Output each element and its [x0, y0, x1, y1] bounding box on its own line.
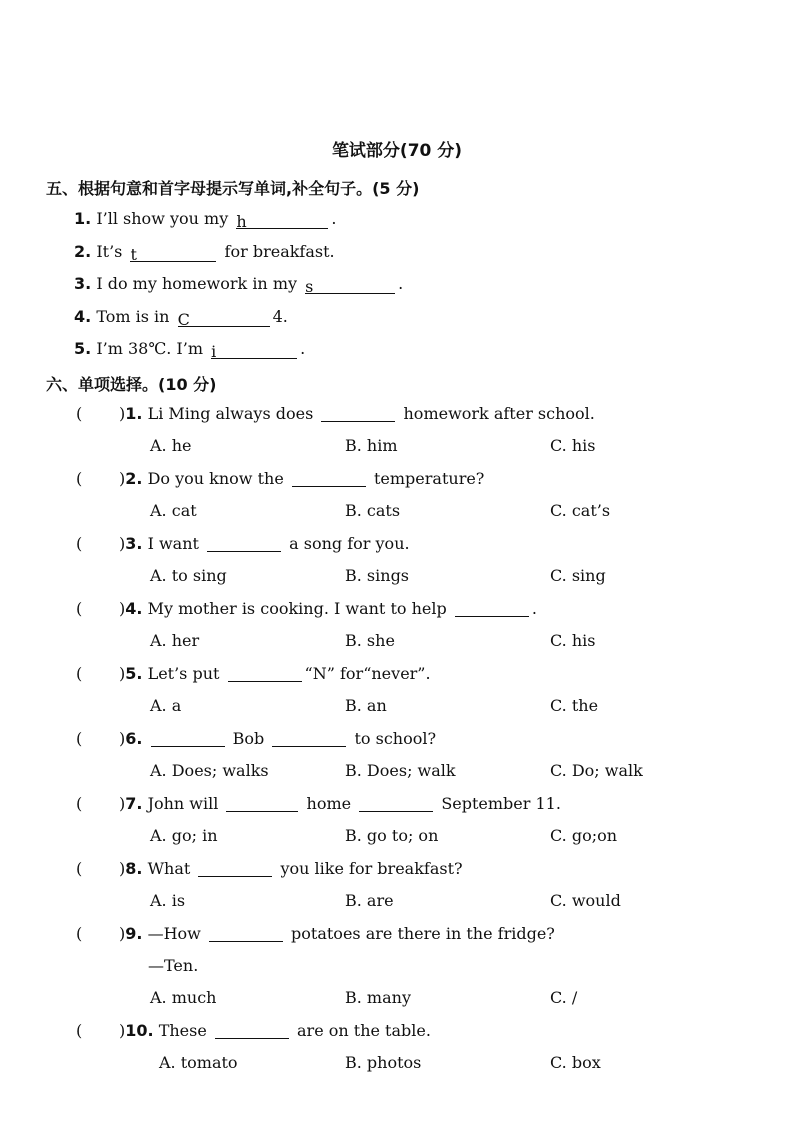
item-text: Tom is in — [96, 307, 170, 326]
item-number: 4. — [74, 307, 92, 326]
answer-blank — [226, 795, 298, 812]
question-text: These — [158, 1021, 207, 1040]
answer-blank[interactable]: t — [130, 245, 216, 262]
answer-blank — [207, 535, 281, 552]
answer-blank[interactable]: C — [178, 310, 270, 327]
answer-paren-open[interactable]: ( — [76, 1021, 83, 1040]
option-c: C. sing — [550, 566, 606, 585]
option-b: B. go to; on — [345, 826, 439, 845]
answer-blank — [455, 600, 529, 617]
question-number: 6. — [125, 729, 143, 748]
answer-blank — [151, 730, 225, 747]
answer-blank — [359, 795, 433, 812]
option-c: C. go;on — [550, 826, 618, 845]
answer-paren-open[interactable]: ( — [76, 664, 83, 683]
item-text: I’ll show you my — [96, 209, 229, 228]
fill-item-5: 5. I’m 38℃. I’m i . — [74, 339, 306, 361]
question-text: Bob — [232, 729, 265, 748]
dialogue-reply: —Ten. — [148, 956, 199, 975]
question-text: Let’s put — [147, 664, 220, 683]
option-b: B. are — [345, 891, 394, 910]
question-number: 7. — [125, 794, 143, 813]
answer-paren-open[interactable]: ( — [76, 729, 83, 748]
answer-paren-open[interactable]: ( — [76, 599, 83, 618]
worksheet-page: 笔试部分(70 分) 五、根据句意和首字母提示写单词,补全句子。(5 分) 1. I’ll show you my h . 2. It’s t for breakfast. 3. I do my homework in my s . 4. Tom is in C 4. 5. I’m 38℃. I’m i . 六、单项选择。(10 分) ( )1. Li Ming always does homework after school. A. he B. him C. his ( )2. Do you know the temperature? A. cat B. cats C. cat’s ( )3. I want a song for you. A. to sing B. sings C. sing ( )4. My mother is cooking. I want to help . A. her B. she C. his ( )5. Let’s put “N” for“never”. A. a B. an C. the ( )6. Bob to school? A. Does; walks B. Does; walk C. Do; walk ( )7. John will home September 11. A. go; in B. go to; on C. go;on ( )8. What you like for breakfast? A. is B. are C. would ( )9. —How potatoes are there in the fridge? —Ten. A. much B. many C. / ( )10. These are on the table. A. tomato B. photos C. box — [0, 0, 794, 1123]
option-c: C. his — [550, 436, 596, 455]
option-b: B. him — [345, 436, 398, 455]
answer-blank — [209, 925, 283, 942]
answer-blank[interactable]: h — [236, 212, 328, 229]
item-text: I’m 38℃. I’m — [96, 339, 203, 358]
fill-item-3: 3. I do my homework in my s . — [74, 274, 404, 296]
option-a: A. tomato — [159, 1053, 238, 1072]
question-number: 1. — [125, 404, 143, 423]
question-text: I want — [147, 534, 199, 553]
option-c: C. the — [550, 696, 599, 715]
answer-paren-open[interactable]: ( — [76, 469, 83, 488]
answer-paren-open[interactable]: ( — [76, 859, 83, 878]
item-number: 5. — [74, 339, 92, 358]
answer-paren-open[interactable]: ( — [76, 404, 83, 423]
option-b: B. an — [345, 696, 387, 715]
question-text: Li Ming always does — [147, 404, 314, 423]
option-b: B. she — [345, 631, 395, 650]
answer-paren-open[interactable]: ( — [76, 924, 83, 943]
question-text: What — [147, 859, 191, 878]
option-a: A. a — [150, 696, 182, 715]
answer-paren-open[interactable]: ( — [76, 534, 83, 553]
option-c: C. would — [550, 891, 621, 910]
answer-blank[interactable]: s — [305, 277, 395, 294]
option-b: B. Does; walk — [345, 761, 456, 780]
fill-item-2: 2. It’s t for breakfast. — [74, 242, 335, 264]
answer-blank — [272, 730, 346, 747]
option-a: A. is — [150, 891, 186, 910]
answer-blank — [292, 470, 366, 487]
option-b: B. photos — [345, 1053, 422, 1072]
question-text: John will — [147, 794, 219, 813]
item-text: It’s — [96, 242, 123, 261]
fill-item-1: 1. I’ll show you my h . — [74, 209, 337, 231]
item-number: 3. — [74, 274, 92, 293]
question-number: 5. — [125, 664, 143, 683]
option-a: A. he — [150, 436, 192, 455]
option-a: A. her — [150, 631, 200, 650]
option-a: A. to sing — [150, 566, 227, 585]
option-a: A. cat — [150, 501, 197, 520]
question-number: 3. — [125, 534, 143, 553]
item-number: 2. — [74, 242, 92, 261]
question-number: 10. — [125, 1021, 154, 1040]
option-a: A. go; in — [150, 826, 218, 845]
option-c: C. / — [550, 988, 578, 1007]
option-a: A. Does; walks — [150, 761, 269, 780]
option-b: B. cats — [345, 501, 401, 520]
answer-blank — [198, 860, 272, 877]
question-text: —How — [147, 924, 201, 943]
section5-heading: 五、根据句意和首字母提示写单词,补全句子。(5 分) — [46, 179, 420, 198]
answer-paren-open[interactable]: ( — [76, 794, 83, 813]
option-c: C. Do; walk — [550, 761, 643, 780]
item-number: 1. — [74, 209, 92, 228]
answer-blank[interactable]: i — [211, 342, 297, 359]
item-text: I do my homework in my — [96, 274, 298, 293]
option-c: C. his — [550, 631, 596, 650]
option-b: B. sings — [345, 566, 410, 585]
question-number: 8. — [125, 859, 143, 878]
page-title: 笔试部分(70 分) — [331, 141, 463, 161]
fill-item-4: 4. Tom is in C 4. — [74, 307, 288, 329]
option-b: B. many — [345, 988, 411, 1007]
answer-blank — [228, 665, 302, 682]
option-c: C. box — [550, 1053, 601, 1072]
question-number: 9. — [125, 924, 143, 943]
question-number: 4. — [125, 599, 143, 618]
option-c: C. cat’s — [550, 501, 611, 520]
question-text: My mother is cooking. I want to help — [147, 599, 447, 618]
answer-blank — [321, 405, 395, 422]
answer-blank — [215, 1022, 289, 1039]
question-text: Do you know the — [147, 469, 284, 488]
section6-heading: 六、单项选择。(10 分) — [46, 375, 217, 394]
question-number: 2. — [125, 469, 143, 488]
option-a: A. much — [150, 988, 217, 1007]
